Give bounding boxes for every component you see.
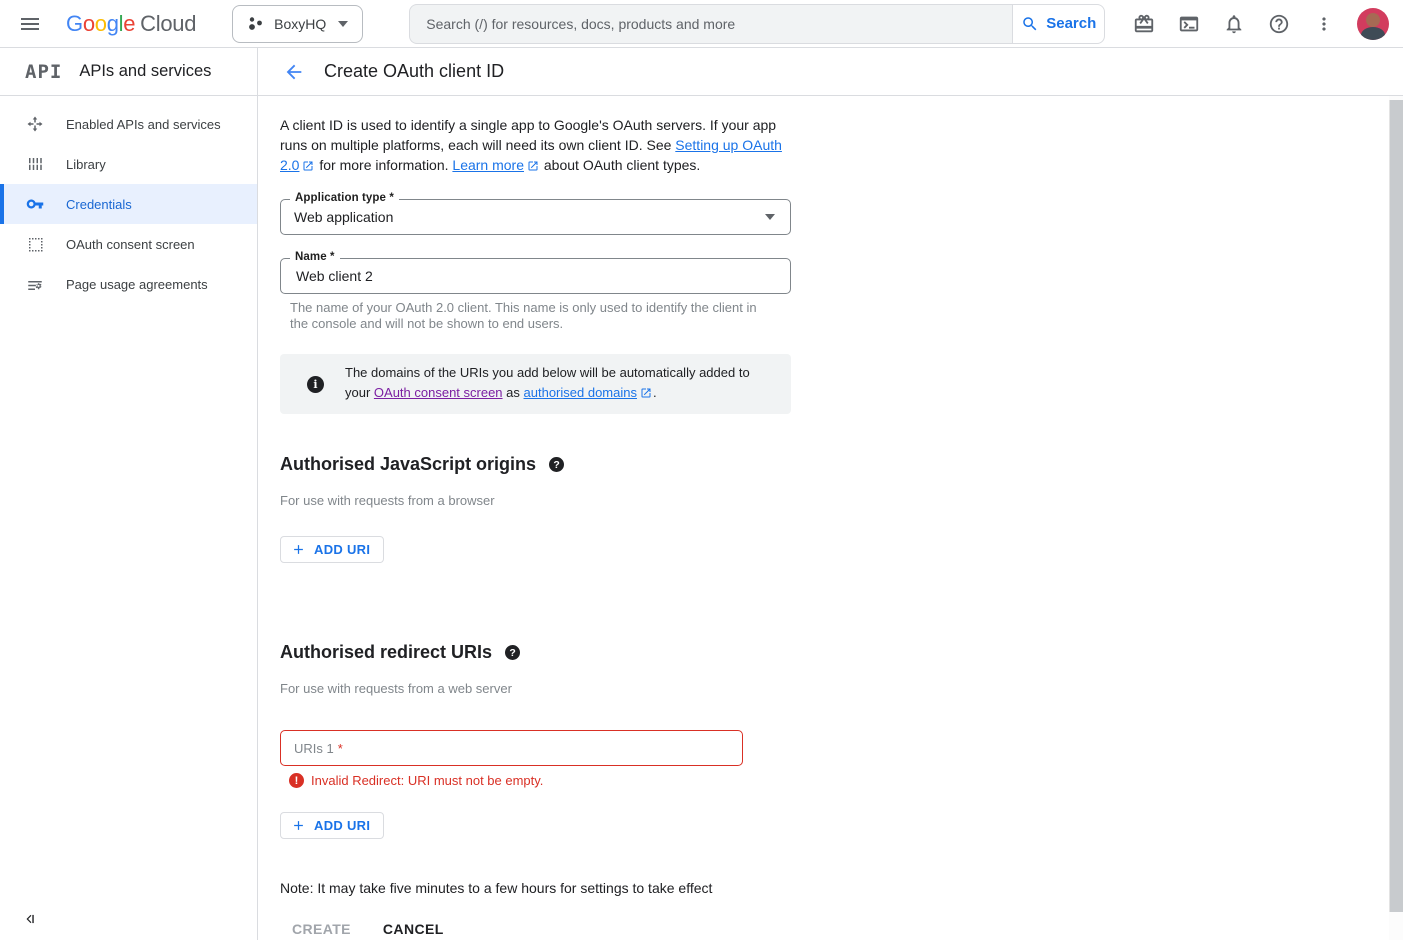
product-title: APIs and services <box>79 62 212 80</box>
project-name: BoxyHQ <box>274 15 327 32</box>
menu-icon[interactable] <box>10 4 50 44</box>
cloud-shell-icon[interactable] <box>1169 4 1209 44</box>
intro-paragraph: A client ID is used to identify a single app to Google's OAuth servers. If your app runs on multiple platforms, each will need its own client ID. See Setting up OAuth 2.0 for more information. Learn more about OAuth client types. <box>280 115 786 177</box>
info-banner <box>280 354 791 414</box>
application-type-value: Web application <box>294 209 394 225</box>
name-field <box>280 251 791 294</box>
enabled-apis-icon <box>26 115 44 133</box>
redirect-uris-help-icon[interactable]: ? <box>505 645 520 660</box>
plus-icon <box>291 542 306 557</box>
search-bar <box>409 4 1105 44</box>
sidebar-item-label: Enabled APIs and services <box>66 116 221 132</box>
info-banner-text: The domains of the URIs you add below will be automatically added to your OAuth consent screen as authorised domains . <box>345 363 757 405</box>
info-icon: i <box>307 376 324 393</box>
js-origins-subtitle: For use with requests from a browser <box>280 493 495 508</box>
sidebar-item-credentials[interactable] <box>0 184 257 224</box>
error-icon: ! <box>289 773 304 788</box>
create-button[interactable]: CREATE <box>292 921 351 937</box>
sidebar-item-label: Credentials <box>66 196 132 212</box>
back-arrow-icon[interactable] <box>283 61 305 83</box>
sidebar-item-label: Page usage agreements <box>66 276 208 292</box>
uri-field-label: URIs 1 <box>294 740 334 756</box>
learn-more-link[interactable]: Learn more <box>452 157 524 173</box>
external-link-icon <box>640 385 652 405</box>
required-asterisk: * <box>337 740 343 756</box>
page-title-bar <box>258 48 1403 95</box>
google-cloud-logo: G o o g l e Cloud <box>66 10 197 36</box>
form-actions <box>280 921 1389 937</box>
redirect-uris-subtitle: For use with requests from a web server <box>280 681 512 696</box>
sidebar-item-enabled-apis[interactable] <box>0 104 257 144</box>
name-label: Name * <box>290 251 340 263</box>
notifications-bell-icon[interactable] <box>1214 4 1254 44</box>
main-content <box>258 96 1389 940</box>
search-button[interactable]: Search <box>1012 4 1105 44</box>
cancel-button[interactable]: CANCEL <box>382 921 444 937</box>
uri-error-message: ! Invalid Redirect: URI must not be empty. <box>280 773 1389 788</box>
user-avatar[interactable] <box>1357 8 1389 40</box>
setting-up-oauth-link[interactable]: Setting up OAuth 2.0 <box>280 137 782 173</box>
external-link-icon <box>302 157 314 177</box>
sidebar <box>0 96 258 940</box>
add-origin-uri-button[interactable]: ADD URI <box>280 536 384 563</box>
sidebar-item-label: Library <box>66 156 106 172</box>
js-origins-help-icon[interactable]: ? <box>549 457 564 472</box>
product-bar <box>0 48 258 95</box>
project-icon <box>247 15 264 32</box>
name-helper-text: The name of your OAuth 2.0 client. This name is only used to identify the client in the console and will not be shown to end users. <box>290 300 757 331</box>
help-icon[interactable] <box>1259 4 1299 44</box>
oauth-consent-screen-link[interactable]: OAuth consent screen <box>373 385 503 400</box>
redirect-uris-heading: Authorised redirect URIs ? <box>280 642 1389 663</box>
sidebar-item-page-usage[interactable] <box>0 264 257 304</box>
key-icon <box>26 195 44 213</box>
sidebar-item-label: OAuth consent screen <box>66 236 195 252</box>
top-app-bar <box>0 0 1403 48</box>
js-origins-heading: Authorised JavaScript origins ? <box>280 454 1389 475</box>
library-icon <box>26 155 44 173</box>
plus-icon <box>291 818 306 833</box>
application-type-label: Application type * <box>290 192 399 204</box>
chevron-down-icon <box>338 21 348 27</box>
project-selector[interactable] <box>232 5 363 43</box>
sidebar-item-library[interactable] <box>0 144 257 184</box>
page-title: Create OAuth client ID <box>324 61 505 81</box>
api-product-icon: API <box>25 60 63 83</box>
redirect-uri-input[interactable] <box>280 730 743 766</box>
search-icon <box>1021 15 1039 33</box>
avatar-face <box>1366 13 1380 27</box>
avatar-shoulders <box>1361 27 1385 40</box>
page-header <box>0 48 1403 96</box>
application-type-select[interactable] <box>280 192 791 235</box>
topbar-actions <box>1124 4 1403 44</box>
more-vert-icon[interactable] <box>1304 4 1344 44</box>
scrollbar-thumb[interactable] <box>1389 100 1403 912</box>
name-input[interactable] <box>294 267 777 285</box>
vertical-scrollbar[interactable] <box>1389 96 1403 940</box>
settings-note: Note: It may take five minutes to a few hours for settings to take effect <box>280 880 713 896</box>
authorised-domains-link[interactable]: authorised domains <box>523 385 637 400</box>
chevron-down-icon <box>765 214 775 220</box>
sidebar-item-oauth-consent[interactable] <box>0 224 257 264</box>
gift-icon[interactable] <box>1124 4 1164 44</box>
consent-screen-icon <box>26 235 44 253</box>
search-input[interactable] <box>409 4 1012 44</box>
collapse-sidebar-icon[interactable] <box>23 912 37 926</box>
external-link-icon <box>527 157 539 177</box>
agreements-icon <box>26 275 44 293</box>
add-redirect-uri-button[interactable]: ADD URI <box>280 812 384 839</box>
